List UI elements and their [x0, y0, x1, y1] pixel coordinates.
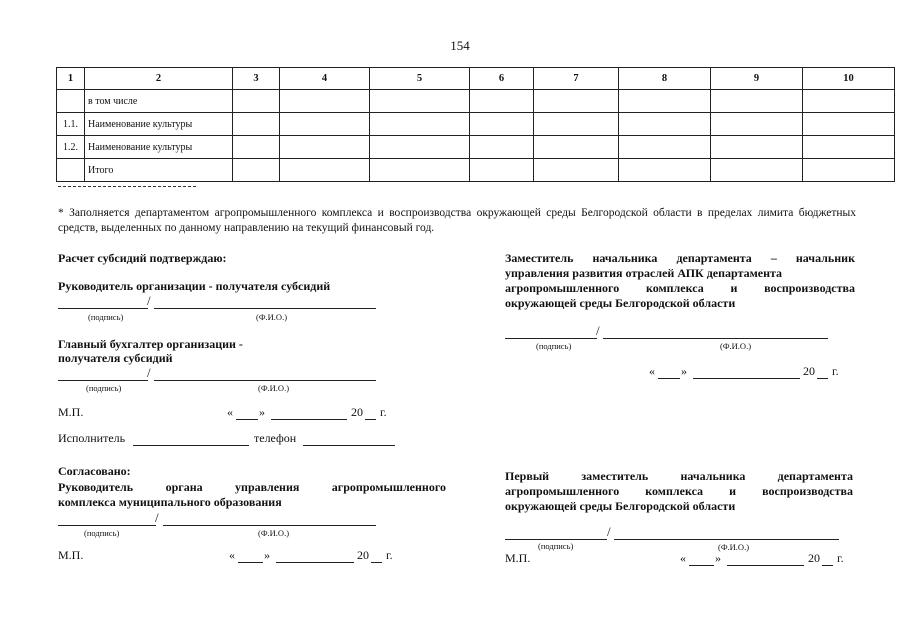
table-header-cell: 5 [370, 68, 470, 90]
date-quote-open: « [227, 405, 233, 419]
year-prefix: 20 [803, 364, 815, 378]
confirm-title: Расчет субсидий подтверждаю: [58, 251, 227, 265]
date-day-line [236, 419, 258, 420]
municipal-title-line2: комплекса муниципального образования [58, 495, 282, 509]
sign-caption: (подпись) [88, 312, 124, 322]
slash: / [147, 365, 151, 380]
date-quote-close: » [264, 548, 270, 562]
table-header-cell: 3 [233, 68, 280, 90]
table-row [57, 159, 895, 182]
date-day-line [689, 565, 714, 566]
table-cell: в том числе [85, 90, 233, 113]
table-header-cell: 8 [619, 68, 711, 90]
stamp-place: М.П. [58, 548, 84, 562]
table-header-cell: 7 [534, 68, 619, 90]
agreed-title: Согласовано: [58, 464, 131, 478]
stamp-place: М.П. [58, 405, 84, 419]
table-row [57, 90, 895, 113]
table-row [57, 113, 895, 136]
date-day-line [658, 378, 680, 379]
accountant-title-line1: Главный бухгалтер организации - [58, 337, 243, 351]
table-cell [57, 159, 85, 182]
first-deputy-fio-line [614, 539, 839, 540]
table-header-cell: 1 [57, 68, 85, 90]
date-month-line [271, 419, 347, 420]
sign-caption: (подпись) [536, 341, 572, 351]
year-suffix: г. [380, 405, 387, 419]
table-header-cell: 10 [803, 68, 895, 90]
date-month-line [276, 562, 354, 563]
table-header-cell: 2 [85, 68, 233, 90]
first-deputy-signature-line [505, 539, 607, 540]
table-row [57, 136, 895, 159]
head-signature-line [58, 308, 148, 309]
date-quote-open: « [649, 364, 655, 378]
sign-caption: (подпись) [86, 383, 122, 393]
year-line [817, 378, 828, 379]
head-title: Руководитель организации - получателя субсидий [58, 279, 331, 293]
sign-caption: (подпись) [538, 541, 574, 551]
slash: / [596, 323, 600, 338]
footnote: * Заполняется департаментом агропромышленного комплекса и воспроизводства окружающей среды Белгородской области в пределах лимита бюджетных средств, выделенных по данному направлению на текущий финансовый год. [58, 207, 856, 234]
executor-line [133, 445, 249, 446]
first-deputy-title-line1: Первый заместитель начальника департамента [505, 469, 853, 483]
table-header-cell: 4 [280, 68, 370, 90]
date-quote-open: « [229, 548, 235, 562]
table-cell: Наименование культуры [85, 113, 233, 136]
year-line [365, 419, 376, 420]
date-month-line [693, 378, 800, 379]
slash: / [607, 524, 611, 539]
municipal-signature-line [58, 525, 156, 526]
accountant-title-line2: получателя субсидий [58, 351, 173, 365]
table-cell: Наименование культуры [85, 136, 233, 159]
table-header-cell: 6 [470, 68, 534, 90]
year-line [822, 565, 833, 566]
year-suffix: г. [386, 548, 393, 562]
date-quote-close: » [681, 364, 687, 378]
year-suffix: г. [837, 551, 844, 565]
accountant-fio-line [154, 380, 376, 381]
phone-label: телефон [254, 431, 297, 445]
stamp-place: М.П. [505, 551, 531, 565]
year-prefix: 20 [808, 551, 820, 565]
year-suffix: г. [832, 364, 839, 378]
date-quote-open: « [680, 551, 686, 565]
table-cell [57, 90, 85, 113]
table-header-row [57, 68, 895, 90]
slash: / [155, 510, 159, 525]
date-day-line [238, 562, 263, 563]
year-line [371, 562, 382, 563]
subsidy-table [56, 67, 895, 182]
table-header-cell: 9 [711, 68, 803, 90]
fio-caption: (Ф.И.О.) [258, 528, 290, 538]
fio-caption: (Ф.И.О.) [258, 383, 290, 393]
first-deputy-title-line2: агропромышленного комплекса и воспроизводства [505, 484, 853, 498]
first-deputy-title-line3: окружающей среды Белгородской области [505, 499, 736, 513]
table-cell: 1.1. [57, 113, 85, 136]
head-fio-line [154, 308, 376, 309]
deputy-title-line4: окружающей среды Белгородской области [505, 296, 736, 310]
fio-caption: (Ф.И.О.) [720, 341, 752, 351]
municipal-fio-line [163, 525, 376, 526]
phone-line [303, 445, 395, 446]
date-month-line [727, 565, 804, 566]
year-prefix: 20 [351, 405, 363, 419]
year-prefix: 20 [357, 548, 369, 562]
fio-caption: (Ф.И.О.) [256, 312, 288, 322]
executor-label: Исполнитель [58, 431, 126, 445]
table-cell: Итого [85, 159, 233, 182]
sign-caption: (подпись) [84, 528, 120, 538]
page-number: 154 [450, 38, 470, 53]
accountant-signature-line [58, 380, 148, 381]
table-cell: 1.2. [57, 136, 85, 159]
footnote-divider [58, 186, 196, 187]
date-quote-close: » [259, 405, 265, 419]
deputy-signature-line [505, 338, 597, 339]
deputy-title-line2: управления развития отраслей АПК департамента [505, 266, 783, 280]
deputy-title-line3: агропромышленного комплекса и воспроизводства [505, 281, 855, 295]
slash: / [147, 293, 151, 308]
deputy-title-line1: Заместитель начальника департамента – начальник [505, 251, 855, 265]
municipal-title-line1: Руководитель органа управления агропромышленного [58, 480, 446, 494]
fio-caption: (Ф.И.О.) [718, 542, 750, 552]
deputy-fio-line [603, 338, 828, 339]
date-quote-close: » [715, 551, 721, 565]
